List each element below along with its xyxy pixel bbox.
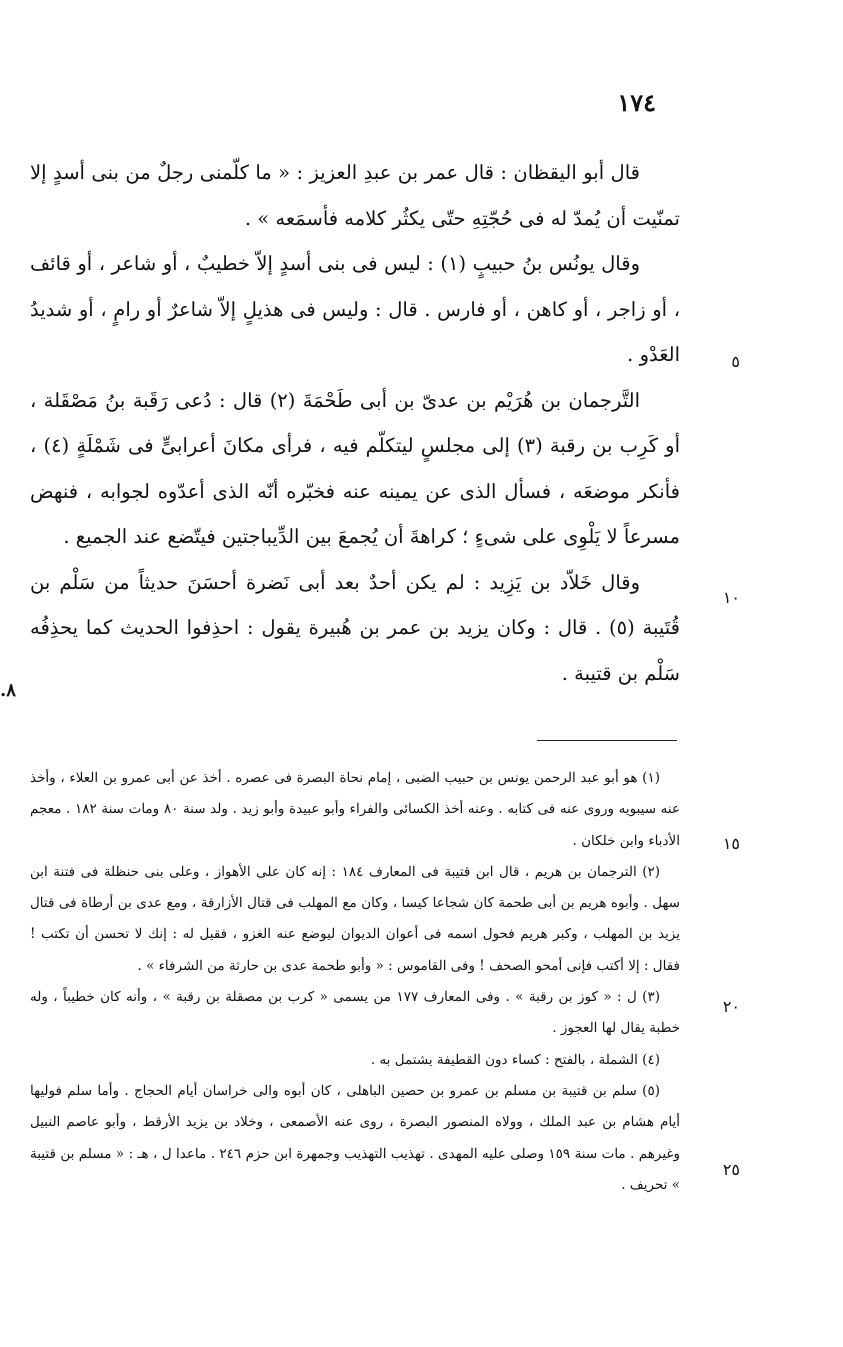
footnote-1: (١) هو أبو عبد الرحمن يونس بن حبيب الضبى ، إمام نحاة البصرة فى عصره . أخذ عن أبى عمرو بن العلاء ، وأخذ عنه سيبويه وروى عنه فى كتابه . وعنه أخذ الكسائى والفراء وأبو عبيدة وأبو زيد . ولد سنة ٨٠ ومات سنة ١٨٢ . معجم الأدباء وابن خلكان . bbox=[30, 770, 681, 849]
line-number-15: ١٥ bbox=[722, 834, 740, 853]
line-number-25: ٢٥ bbox=[722, 1160, 740, 1179]
footnote-4: (٤) الشملة ، بالفتح : كساء دون القطيفة يشتمل به . bbox=[370, 1051, 660, 1068]
line-number-10: ١٠ bbox=[722, 588, 740, 607]
paragraph: التَّرجمان بن هُرَيْم بن عدىّ بن أبى طَحْمَةَ (٢) قال : دُعى رَقَبة بنُ مَصْقَلة ، أو كَرِب بن رقبة (٣) إلى مجلسٍ ليتكلّم فيه ، فرأى مكانَ أعرابىٍّ فى شَمْلَةٍ (٤) ، فأنكر موضعَه ، فسأل الذى عن يمينه عنه فخبّره أنّه الذى أعدّوه لجوابه ، فنهض مسرعاً لا يَلْوِى على شىءٍ ؛ كراهةَ أن يُجمعَ بين الدِّيباجتين فيتّضع عند الجميع . bbox=[30, 388, 680, 548]
paragraph: قال أبو اليقظان : قال عمر بن عبدِ العزيز : « ما كلّمنى رجلٌ من بنى أسدٍ إلا تمنّيت أن يُمدّ له فى حُجّتِهِ حتّى يكثُر كلامه فأسمَعه » . bbox=[30, 161, 680, 230]
footnote-divider bbox=[537, 740, 677, 741]
footnotes bbox=[30, 763, 680, 1201]
footnote-5: (٥) سلم بن قتيبة بن مسلم بن عمرو بن حصين الباهلى ، كان أبوه والى خراسان أيام الحجاج . وأما سلم فوليها أيام هشام بن عبد الملك ، وولاه المنصور البصرة ، روى عنه الأصمعى ، وخلاد بن يزيد الأرقط ، وأبو عاصم النبيل وغيرهم . مات سنة ١٥٩ وصلى عليه المهدى . تهذيب التهذيب وجمهرة ابن حزم ٢٤٦ . ماعدا ل ، هـ : « مسلم بن قتيبة » تحريف . bbox=[30, 1082, 680, 1193]
line-number-20: ٢٠ bbox=[722, 997, 740, 1016]
line-number-5: ٥ bbox=[731, 352, 740, 371]
paragraph: وقال خَلاّد بن يَزِيد : لم يكن أحدٌ بعد أبى نَضرة أحسَنَ حديثاً من سَلْم بن قُتَيبة (٥) . قال : وكان يزيد بن عمر بن هُبيرة يقول : احذِفوا الحديث كما يحذِفُه سَلْم بن قتيبة . bbox=[30, 570, 680, 685]
footnote-3: (٣) ل : « كوز بن رقبة » . وفى المعارف ١٧٧ من يسمى « كرب بن مصقلة بن رقبة » ، وأنه كان خطيباً ، وله خطبة يقال لها العجوز . bbox=[30, 989, 680, 1037]
page-number: ١٧٤ bbox=[617, 88, 656, 117]
edge-page-mark: .٨ bbox=[0, 680, 16, 701]
paragraph: وقال يونُس بنُ حبيبٍ (١) : ليس فى بنى أسدٍ إلاّ خطيبٌ ، أو شاعر ، أو قائف ، أو زاجر ، أو كاهن ، أو فارس . قال : وليس فى هذيلٍ إلاّ شاعرٌ أو رامٍ ، أو شديدُ العَدْو . bbox=[30, 252, 680, 366]
main-text bbox=[30, 150, 680, 696]
footnote-2: (٢) الترجمان بن هريم ، قال ابن قتيبة فى المعارف ١٨٤ : إنه كان على الأهواز ، وعلى بنى حنظلة فى فتنة ابن سهل . وأبوه هريم بن أبى طحمة كان شجاعا كيسا ، وكان مع المهلب فى قتال الأزارقة ، ومع عدى بن أرطاة فى قتال يزيد بن المهلب ، وكبر هريم فحول اسمه فى أعوان الديوان ليوضع عنه الغزو ، فقيل له : إنك لا تحسن أن تكتب ! فقال : إلا أكتب فإنى أمحو الصحف ! وفى القاموس : « وأبو طحمة عدى بن حارثة من الشرفاء » . bbox=[30, 863, 680, 974]
